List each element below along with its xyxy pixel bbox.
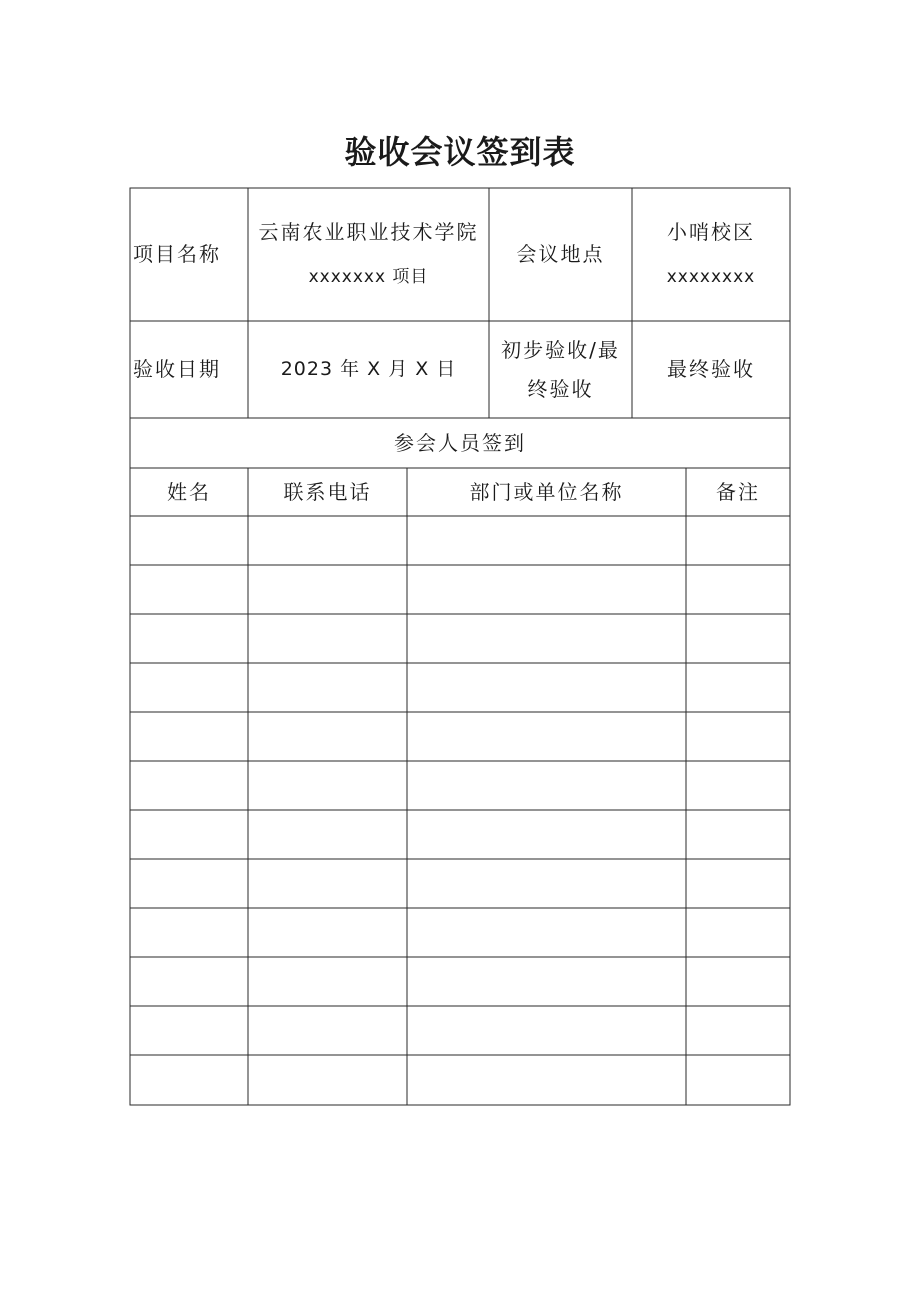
date-value-text: 2023 年 X 月 X 日 — [280, 357, 457, 380]
signin-cell-phone[interactable] — [248, 957, 407, 1006]
signin-cell-department[interactable] — [407, 957, 686, 1006]
signin-cell-remarks[interactable] — [686, 712, 790, 761]
project-name-line2: xxxxxxx 项目 — [308, 267, 429, 288]
signin-cell-remarks[interactable] — [686, 516, 790, 565]
signin-cell-department[interactable] — [407, 810, 686, 859]
location-label-text: 会议地点 — [516, 242, 605, 266]
signin-cell-department[interactable] — [407, 1055, 686, 1105]
stage-value — [632, 321, 790, 418]
column-header-name — [130, 468, 248, 516]
signin-cell-name[interactable] — [130, 516, 248, 565]
stage-label-line2: 终验收 — [527, 376, 594, 401]
stage-label — [489, 321, 632, 418]
project-name-label-text: 项目名称 — [133, 242, 221, 266]
signin-cell-name[interactable] — [130, 1055, 248, 1105]
date-label — [130, 321, 248, 418]
signin-cell-name[interactable] — [130, 614, 248, 663]
signin-section-title — [130, 418, 790, 468]
signin-cell-remarks[interactable] — [686, 761, 790, 810]
project-name-line1: 云南农业职业技术学院 — [258, 220, 479, 245]
stage-value-text: 最终验收 — [667, 357, 755, 381]
signin-cell-phone[interactable] — [248, 761, 407, 810]
signin-cell-phone[interactable] — [248, 908, 407, 957]
signin-cell-remarks[interactable] — [686, 663, 790, 712]
signin-cell-department[interactable] — [407, 516, 686, 565]
stage-label-line1: 初步验收/最 — [501, 337, 620, 362]
signin-cell-name[interactable] — [130, 565, 248, 614]
page-title: 验收会议签到表 — [344, 133, 576, 171]
signin-cell-department[interactable] — [407, 663, 686, 712]
signin-cell-phone[interactable] — [248, 614, 407, 663]
signin-cell-remarks[interactable] — [686, 957, 790, 1006]
signin-cell-phone[interactable] — [248, 663, 407, 712]
signin-cell-department[interactable] — [407, 761, 686, 810]
column-header-name-text: 姓名 — [167, 479, 211, 504]
signin-cell-name[interactable] — [130, 859, 248, 908]
signin-cell-department[interactable] — [407, 908, 686, 957]
signin-cell-phone[interactable] — [248, 565, 407, 614]
signin-cell-name[interactable] — [130, 957, 248, 1006]
location-line1: 小哨校区 — [666, 220, 755, 245]
signin-cell-remarks[interactable] — [686, 859, 790, 908]
signin-cell-department[interactable] — [407, 859, 686, 908]
signin-cell-phone[interactable] — [248, 516, 407, 565]
column-header-department-text: 部门或单位名称 — [469, 479, 624, 504]
signin-cell-remarks[interactable] — [686, 614, 790, 663]
signin-cell-name[interactable] — [130, 1006, 248, 1055]
signin-cell-remarks[interactable] — [686, 810, 790, 859]
signin-cell-phone[interactable] — [248, 810, 407, 859]
signin-cell-remarks[interactable] — [686, 908, 790, 957]
signin-cell-remarks[interactable] — [686, 1055, 790, 1105]
location-value — [632, 188, 790, 321]
column-header-remarks — [686, 468, 790, 516]
signin-cell-phone[interactable] — [248, 712, 407, 761]
location-line2: xxxxxxxx — [666, 267, 756, 288]
signin-cell-department[interactable] — [407, 712, 686, 761]
signin-cell-phone[interactable] — [248, 1055, 407, 1105]
location-label — [489, 188, 632, 321]
signin-cell-name[interactable] — [130, 810, 248, 859]
signin-cell-name[interactable] — [130, 761, 248, 810]
project-name-value — [248, 188, 489, 321]
signin-cell-name[interactable] — [130, 663, 248, 712]
signin-cell-department[interactable] — [407, 565, 686, 614]
column-header-phone — [248, 468, 407, 516]
signin-section-title-text: 参会人员签到 — [394, 430, 526, 455]
signin-cell-phone[interactable] — [248, 859, 407, 908]
signin-cell-remarks[interactable] — [686, 565, 790, 614]
signin-cell-name[interactable] — [130, 908, 248, 957]
signin-cell-department[interactable] — [407, 1006, 686, 1055]
column-header-phone-text: 联系电话 — [283, 479, 372, 504]
date-value — [248, 321, 489, 418]
signin-cell-phone[interactable] — [248, 1006, 407, 1055]
project-name-label — [130, 188, 248, 321]
date-label-text: 验收日期 — [133, 357, 221, 381]
signin-cell-name[interactable] — [130, 712, 248, 761]
signin-cell-department[interactable] — [407, 614, 686, 663]
column-header-department — [407, 468, 686, 516]
signin-cell-remarks[interactable] — [686, 1006, 790, 1055]
column-header-remarks-text: 备注 — [716, 479, 760, 504]
